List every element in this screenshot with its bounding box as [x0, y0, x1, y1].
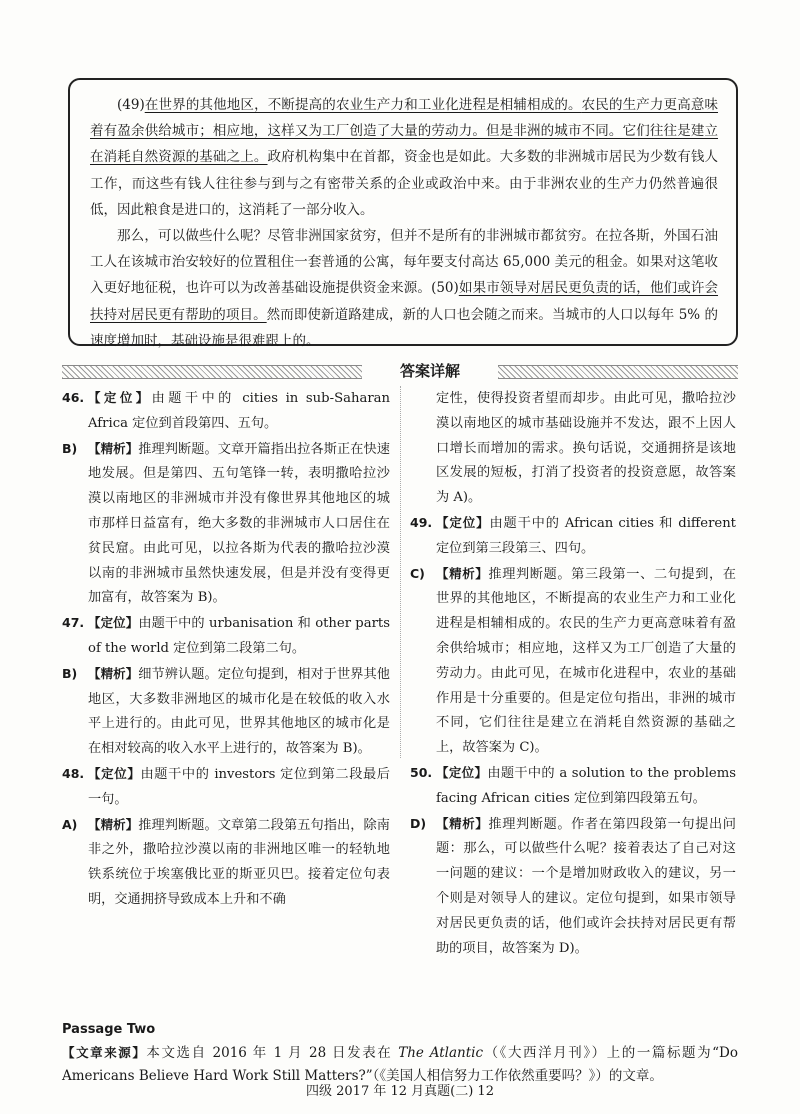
answer-entry: [62, 437, 390, 612]
answer-entry: [62, 762, 390, 813]
entry-number: A): [62, 816, 78, 832]
text-segment: 那么，可以做些什么呢？尽管非洲国家贫穷，但并不是所有的非洲城市都贫穷。在拉各斯，外国石油工人在该城市治安较好的位置租住一套普通的公寓，每年要支付高达 65,000 美元的租金。如果对这笔收入更好地征税，也许可以为改善基础设施提供资金来源。: [90, 228, 718, 297]
text-segment: 政府机构集中在首都，资金也是如此。大多数的非洲城市居民为少数有钱人工作，而这些有钱人往往参与到与之有密带关系的企业或政治中来。由于非洲农业的生产力仍然普遍很低，因此粮食是进口的，这消耗了一部分收入。: [90, 149, 719, 218]
entry-tag: 【精析】: [88, 816, 139, 832]
header-stripe-right: [498, 365, 738, 379]
entry-text: 由题干中的 investors 定位到第二段最后一句。: [88, 766, 390, 807]
marker-49: (49): [117, 97, 145, 113]
entry-number: 48.: [62, 765, 85, 781]
answer-entry: [410, 511, 736, 562]
answer-entry: [410, 562, 736, 761]
answers-right-column: [410, 386, 736, 961]
entry-tag: 【精析】: [436, 565, 489, 581]
marker-50: (50): [431, 280, 459, 297]
entry-text: 推理判断题。文章开篇指出拉各斯正在快速地发展。但是第四、五句笔锋一转，表明撒哈拉沙漠以南地区的非洲城市并没有像世界其他地区的城市那样日益富有，绝大多数的非洲城市人口居住在贫民窟。由此可见，以拉各斯为代表的撒哈拉沙漠以南的非洲城市虽然快速发展，但是并没有变得更加富有，故答案为 B)。: [88, 441, 390, 606]
entry-number: 47.: [62, 615, 85, 631]
translation-paragraph-2: [90, 223, 718, 354]
answer-entry: [410, 812, 736, 962]
entry-number: 50.: [410, 764, 433, 780]
page-footer: 四级 2017 年 12 月真题(二) 12: [306, 1084, 494, 1099]
source-text-post: （《大西洋月刊》）上的一篇标题为“Do Americans Believe Hard Work Still Matters?”（《美国人相信努力工作依然重要吗？》）的文章。: [62, 1045, 739, 1084]
entry-tag: 【精析】: [436, 815, 489, 831]
underlined-sentence-49b: 农民的生产力更高意味着有盈余供给城市；相应地，这样又为工厂创造了大量的劳动力。: [90, 97, 719, 140]
underlined-sentence-49c: 但是非洲的城市不同。它们往往是建立在消耗自然资源的基础之上。: [90, 123, 719, 166]
answer-entry: [62, 611, 390, 662]
answer-entry: [62, 662, 390, 762]
entry-number: B): [62, 665, 78, 681]
entry-text: 推理判断题。作者在第四段第一句提出问题：那么，可以做些什么呢？接着表达了自己对这一问题的建议：一个是增加财政收入的建议，另一个则是对领导人的建议。定位句提到，如果市领导对居民更负责的话，他们或许会扶持对居民更有帮助的项目，故答案为 D)。: [436, 816, 736, 956]
header-stripe-left: [62, 365, 362, 379]
entry-text: 由题干中的 African cities 和 different 定位到第三段第三、四句。: [436, 515, 736, 556]
entry-text: 由题干中的 a solution to the problems facing African cities 定位到第四段第五句。: [436, 765, 736, 806]
section-title: 答案详解: [399, 362, 460, 380]
passage-two-section: [62, 1018, 738, 1088]
entry-text: 由题干中的 cities in sub-Saharan Africa 定位到首段第四、五句。: [88, 391, 390, 431]
entry-tag: 【精析】: [88, 440, 139, 456]
passage-title: Passage Two: [62, 1022, 156, 1037]
source-text-pre: 本文选自 2016 年 1 月 28 日发表在: [146, 1045, 399, 1061]
entry-number: C): [410, 565, 425, 581]
entry-number: B): [62, 440, 78, 456]
underlined-sentence-50: 如果市领导对居民更负责的话，他们或许会扶持对居民更有帮助的项目。: [90, 280, 719, 323]
entry-tag: 【定位】: [88, 615, 139, 631]
answer-entry: [62, 386, 390, 437]
answer-section-header: [62, 362, 738, 380]
translation-box: [68, 78, 738, 349]
answer-entry: [410, 761, 736, 812]
entry-tag: 【定位】: [88, 765, 141, 781]
text-segment: 然而即使新道路建成，新的人口也会随之而来。当城市的人口以每年 5% 的速度增加时，基础设施是很难跟上的。: [90, 306, 718, 349]
entry-number: 46.: [62, 390, 85, 405]
entry-tag: 【定位】: [436, 514, 490, 530]
answer-entry: [410, 386, 736, 511]
entry-number: 49.: [410, 514, 433, 530]
column-divider: [400, 386, 401, 758]
answer-entry: [62, 813, 390, 913]
entry-tag: 【定位】: [88, 390, 152, 405]
entry-text: 由题干中的 urbanisation 和 other parts of the world 定位到第二段第二句。: [88, 616, 390, 656]
translation-paragraph-1: [90, 92, 718, 223]
entry-text: 定性，使得投资者望而却步。由此可见，撒哈拉沙漠以南地区的城市基础设施并不发达，跟不上因人口增长而增加的需求。换句话说，交通拥挤是该地区发展的短板，打消了投资者的投资意愿，故答案为 A)。: [436, 391, 736, 506]
entry-tag: 【定位】: [436, 764, 488, 780]
entry-text: 推理判断题。文章第二段第五句指出，除南非之外，撒哈拉沙漠以南的非洲地区唯一的轻轨地铁系统位于埃塞俄比亚的斯亚贝巴。接着定位句表明，交通拥挤导致成本上升和不确: [88, 817, 390, 907]
underlined-sentence-49: 在世界的其他地区，不断提高的农业生产力和工业化进程是相辅相成的。: [144, 97, 582, 113]
entry-text: 推理判断题。第三段第一、二句提到，在世界的其他地区，不断提高的农业生产力和工业化进程是相辅相成的。农民的生产力更高意味着有盈余供给城市；相应地，这样又为工厂创造了大量的劳动力。由此可见，在城市化进程中，农业的基础作用是十分重要的。但是定位句指出，非洲的城市不同，它们往往是建立在消耗自然资源的基础之上，故答案为 C)。: [436, 566, 736, 756]
journal-name: The Atlantic: [398, 1045, 484, 1061]
entry-tag: 【精析】: [88, 665, 139, 681]
entry-text: 细节辨认题。定位句提到，相对于世界其他地区，大多数非洲地区的城市化是在较低的收入水平上进行的。由此可见，世界其他地区的城市化是在相对较高的收入水平上进行的，故答案为 B)。: [88, 666, 390, 757]
entry-number: D): [410, 815, 427, 831]
source-tag: 【文章来源】: [62, 1045, 147, 1060]
answers-left-column: [62, 386, 390, 913]
